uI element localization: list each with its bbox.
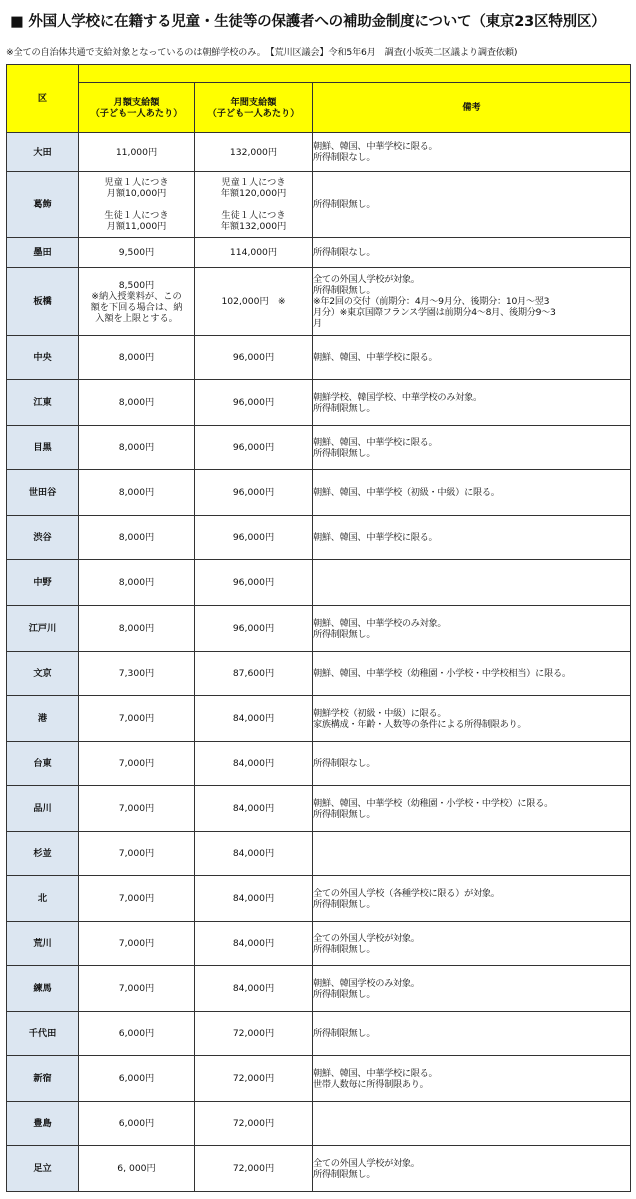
yearly-cell: 児童１人につき 年額120,000円 生徒１人につき 年額132,000円 [195,172,313,238]
ward-cell: 台東 [7,742,79,786]
yearly-cell: 72,000円 [195,1146,313,1192]
table-row [7,426,631,470]
monthly-cell: 児童１人につき 月額10,000円 生徒１人につき 月額11,000円 [79,172,195,238]
header-monthly-label: 月額支給額 [113,96,160,108]
ward-cell: 板橋 [7,268,79,336]
monthly-cell: 8,000円 [79,336,195,380]
table-row [7,1056,631,1102]
yearly-cell: 72,000円 [195,1056,313,1102]
header-monthly [79,83,195,133]
ward-cell: 港 [7,696,79,742]
yearly-cell: 87,600円 [195,652,313,696]
remark-cell: 朝鮮、韓国、中華学校に限る。 所得制限なし。 [313,133,631,172]
yearly-cell: 114,000円 [195,238,313,268]
yearly-cell: 84,000円 [195,696,313,742]
remark-cell [313,1102,631,1146]
ward-cell: 品川 [7,786,79,832]
monthly-cell: 8,000円 [79,380,195,426]
remark-cell: 全ての外国人学校（各種学校に限る）が対象。 所得制限無し。 [313,876,631,922]
ward-cell: 北 [7,876,79,922]
monthly-cell: 11,000円 [79,133,195,172]
table-row [7,1102,631,1146]
yearly-cell: 84,000円 [195,786,313,832]
monthly-cell: 8,500円 ※納入授業料が、この 額を下回る場合は、納 入額を上限とする。 [79,268,195,336]
remark-cell: 全ての外国人学校が対象。 所得制限無し。 [313,1146,631,1192]
ward-cell: 杉並 [7,832,79,876]
table-row [7,832,631,876]
ward-cell: 江東 [7,380,79,426]
remark-cell: 朝鮮、韓国、中華学校（幼稚園・小学校・中学校）に限る。 所得制限無し。 [313,786,631,832]
table-row [7,336,631,380]
survey-note: ※全ての自治体共通で支給対象となっているのは朝鮮学校のみ。 【荒川区議会】令和5年6月 調査(小坂英二区議より調査依頼) [6,47,518,58]
yearly-cell: 84,000円 [195,832,313,876]
ward-cell: 文京 [7,652,79,696]
monthly-cell: 6,000円 [79,1102,195,1146]
yearly-cell: 72,000円 [195,1012,313,1056]
table-row [7,966,631,1012]
table-row [7,238,631,268]
remark-cell: 朝鮮学校、韓国学校、中華学校のみ対象。 所得制限無し。 [313,380,631,426]
table-row [7,470,631,516]
remark-cell: 朝鮮、韓国、中華学校に限る。 [313,516,631,560]
yearly-cell: 96,000円 [195,380,313,426]
yearly-cell: 84,000円 [195,876,313,922]
table-body [7,133,631,1192]
header-spacer [79,65,631,83]
ward-cell: 練馬 [7,966,79,1012]
remark-cell [313,560,631,606]
ward-cell: 目黒 [7,426,79,470]
monthly-cell: 8,000円 [79,606,195,652]
remark-cell: 朝鮮、韓国、中華学校に限る。 世帯人数毎に所得制限あり。 [313,1056,631,1102]
ward-cell: 世田谷 [7,470,79,516]
ward-cell: 豊島 [7,1102,79,1146]
monthly-cell: 6, 000円 [79,1146,195,1192]
yearly-cell: 96,000円 [195,560,313,606]
yearly-cell: 96,000円 [195,470,313,516]
ward-cell: 渋谷 [7,516,79,560]
table-row [7,1012,631,1056]
table-row [7,133,631,172]
table-row [7,268,631,336]
yearly-cell: 96,000円 [195,606,313,652]
document-title: ■ 外国人学校に在籍する児童・生徒等の保護者への補助金制度について（東京23区特別区） [10,14,606,30]
yearly-cell: 102,000円 ※ [195,268,313,336]
table-row [7,922,631,966]
table-row [7,516,631,560]
ward-cell: 江戸川 [7,606,79,652]
remark-cell: 朝鮮学校（初級・中級）に限る。 家族構成・年齢・人数等の条件による所得制限あり。 [313,696,631,742]
table-row [7,742,631,786]
yearly-cell: 132,000円 [195,133,313,172]
monthly-cell: 7,300円 [79,652,195,696]
table-row [7,380,631,426]
remark-cell: 所得制限無し。 [313,1012,631,1056]
table-row [7,786,631,832]
monthly-cell: 8,000円 [79,426,195,470]
monthly-cell: 7,000円 [79,832,195,876]
remark-cell: 朝鮮、韓国、中華学校（初級・中級）に限る。 [313,470,631,516]
monthly-cell: 7,000円 [79,742,195,786]
monthly-cell: 8,000円 [79,560,195,606]
ward-cell: 墨田 [7,238,79,268]
remark-cell: 朝鮮、韓国、中華学校（幼稚園・小学校・中学校相当）に限る。 [313,652,631,696]
monthly-cell: 7,000円 [79,966,195,1012]
monthly-cell: 7,000円 [79,696,195,742]
subsidy-table [6,64,631,1192]
remark-cell: 全ての外国人学校が対象。 所得制限無し。 ※年2回の交付（前期分：4月～9月分、後期分：10月～翌3 月分）※東京国際フランス学園は前期分4～8月、後期分9～3 月 [313,268,631,336]
header-yearly [195,83,313,133]
remark-cell: 所得制限無し。 [313,172,631,238]
header-remarks: 備考 [313,83,631,133]
ward-cell: 中央 [7,336,79,380]
header-yearly-sub: （子ども一人あたり） [207,107,300,119]
monthly-cell: 9,500円 [79,238,195,268]
monthly-cell: 8,000円 [79,470,195,516]
table-row [7,696,631,742]
yearly-cell: 96,000円 [195,516,313,560]
ward-cell: 大田 [7,133,79,172]
yearly-cell: 84,000円 [195,742,313,786]
table-row [7,652,631,696]
monthly-cell: 6,000円 [79,1056,195,1102]
monthly-cell: 7,000円 [79,922,195,966]
ward-cell: 葛飾 [7,172,79,238]
remark-cell [313,832,631,876]
ward-cell: 新宿 [7,1056,79,1102]
yearly-cell: 72,000円 [195,1102,313,1146]
yearly-cell: 84,000円 [195,966,313,1012]
remark-cell: 朝鮮、韓国、中華学校に限る。 所得制限無し。 [313,426,631,470]
remark-cell: 朝鮮、韓国、中華学校のみ対象。 所得制限無し。 [313,606,631,652]
yearly-cell: 84,000円 [195,922,313,966]
table-row [7,172,631,238]
yearly-cell: 96,000円 [195,336,313,380]
monthly-cell: 7,000円 [79,786,195,832]
remark-cell: 所得制限なし。 [313,238,631,268]
table-row [7,876,631,922]
table-row [7,560,631,606]
monthly-cell: 7,000円 [79,876,195,922]
ward-cell: 中野 [7,560,79,606]
table-row [7,1146,631,1192]
remark-cell: 朝鮮、韓国学校のみ対象。 所得制限無し。 [313,966,631,1012]
remark-cell: 全ての外国人学校が対象。 所得制限無し。 [313,922,631,966]
table-row [7,606,631,652]
header-monthly-sub: （子ども一人あたり） [90,107,183,119]
ward-cell: 荒川 [7,922,79,966]
ward-cell: 足立 [7,1146,79,1192]
header-ward: 区 [7,65,79,133]
ward-cell: 千代田 [7,1012,79,1056]
monthly-cell: 8,000円 [79,516,195,560]
monthly-cell: 6,000円 [79,1012,195,1056]
yearly-cell: 96,000円 [195,426,313,470]
remark-cell: 朝鮮、韓国、中華学校に限る。 [313,336,631,380]
remark-cell: 所得制限なし。 [313,742,631,786]
header-yearly-label: 年間支給額 [230,96,277,108]
